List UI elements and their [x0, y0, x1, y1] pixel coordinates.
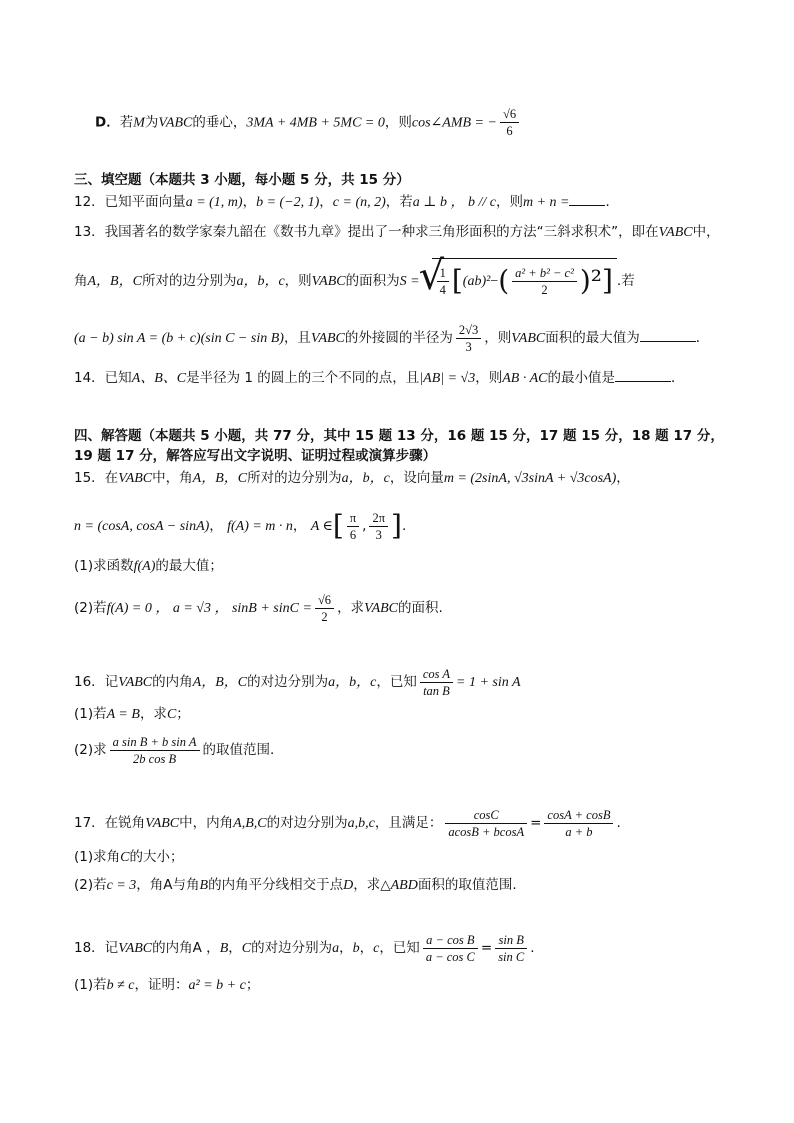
text: 17．在锐角	[74, 815, 146, 831]
angles: A,B,C	[233, 816, 267, 831]
condition: b ≠ c	[106, 978, 135, 993]
text: ，则	[284, 273, 312, 289]
fraction	[369, 510, 388, 543]
text: .若	[616, 273, 635, 289]
denominator: a + b	[565, 824, 593, 839]
text: ；	[176, 706, 190, 722]
angle-c: C	[120, 850, 130, 865]
question-16-line1	[74, 664, 754, 700]
triangle-name: VABC	[118, 471, 153, 486]
text: 15．在	[74, 470, 119, 486]
point-d: D	[343, 878, 354, 893]
question-15-line1: 15．在VABC中，角A，B，C所对的边分别为a，b，c，设向量m = (2sinA, √3sinA + √3cosA)，	[74, 470, 630, 486]
text: 18．记	[74, 940, 119, 956]
triangle-name: VABC	[310, 331, 345, 346]
sides: a，b，c	[341, 471, 390, 486]
triangle-name: VABC	[118, 941, 153, 956]
denominator: a − cos C	[425, 949, 475, 964]
condition: a ⊥ b ， b // c	[412, 195, 496, 210]
bracket: [	[332, 509, 344, 542]
sum-expression: m + n =	[522, 195, 570, 210]
text: ，且	[283, 330, 311, 346]
text: ，	[228, 940, 242, 956]
vector-equation: 3MA + 4MB + 5MC = 0	[246, 115, 385, 131]
numerator: cosA + cosB	[544, 807, 613, 824]
numerator: cosC	[445, 807, 527, 824]
ab-squared: (ab)²	[462, 274, 491, 289]
text: ，证明：	[134, 977, 189, 993]
denominator: 4	[439, 282, 446, 297]
text: 若	[119, 114, 134, 131]
text: 面积的最大值为	[545, 330, 640, 346]
triangle-name: VABC	[511, 331, 546, 346]
question-18-part1	[74, 975, 754, 996]
answer-blank[interactable]	[615, 368, 671, 382]
section-heading-solutions: 四、解答题（本题共 5 小题，共 77 分，其中 15 题 13 分，16 题 15 分，17 题 15 分，18 题 17 分，	[74, 428, 724, 444]
question-16-part1	[74, 704, 754, 725]
condition-equation: (a − b) sin A = (b + c)(sin C − sin B)	[74, 331, 284, 346]
text: ．	[695, 330, 710, 346]
triangle-name: VABC	[311, 274, 346, 289]
vector-b: b = (−2, 1)	[256, 195, 320, 210]
side-a: a	[332, 941, 340, 956]
text: 的大小；	[129, 849, 184, 865]
text: 的垂心，	[192, 114, 247, 131]
text: 所对的边分别为	[247, 470, 342, 486]
text: 为	[144, 114, 159, 131]
text: 的最小值是	[547, 370, 615, 386]
numerator: √6	[500, 106, 519, 123]
question-13-line2	[74, 258, 754, 298]
numerator: a − cos B	[423, 932, 478, 949]
triangle-name: VABC	[658, 225, 693, 240]
text: 的外接圆的半径为	[344, 330, 453, 346]
triangle-name: VABC	[118, 675, 153, 690]
text: 中，	[692, 224, 720, 240]
question-16-part2	[74, 732, 754, 768]
fraction	[315, 592, 334, 625]
question-13-line1	[74, 222, 754, 243]
text: 角	[74, 273, 88, 289]
denominator: 3	[375, 527, 382, 542]
text: 16．记	[74, 674, 119, 690]
text: ，则	[484, 330, 512, 346]
text: ，且满足：	[374, 815, 443, 831]
text: (2)求	[74, 742, 107, 758]
text: 13．我国著名的数学家秦九韶在《数书九章》提出了一种求三角形面积的方法“三斜求积术”，即在	[74, 224, 659, 240]
fraction	[495, 932, 527, 965]
function-def: f(A) = m · n	[227, 519, 293, 534]
rhs: = 1 + sin A	[456, 675, 521, 690]
fraction	[420, 666, 453, 699]
triangle-name: VABC	[145, 816, 180, 831]
sides: a，b，c	[236, 274, 285, 289]
text: (1)若	[74, 977, 107, 993]
fraction-inner	[512, 265, 577, 298]
question-14	[74, 368, 754, 389]
math-m: M	[133, 115, 145, 131]
text: 的取值范围.	[202, 742, 275, 758]
text: ，角A与角	[136, 877, 200, 893]
paren: (	[498, 264, 510, 297]
text: 的面积.	[398, 600, 443, 616]
text: 是半径为 1 的圆上的三个不同的点，且	[186, 370, 420, 386]
side-c: c	[373, 941, 380, 956]
abs-expression: |AB| = √3	[419, 371, 476, 386]
text: (2)若	[74, 600, 107, 616]
numerator: √6	[315, 592, 334, 609]
denominator: sin C	[498, 949, 525, 964]
numerator: 2√3	[456, 322, 481, 339]
text: 的内角	[152, 674, 193, 690]
angle-b: B	[219, 941, 229, 956]
question-17-part2	[74, 875, 754, 896]
text: ，已知	[376, 674, 417, 690]
numerator: √ 1	[437, 265, 449, 282]
denominator: 6	[349, 527, 357, 542]
text: (1)若	[74, 706, 107, 722]
question-12: 12．已知平面向量a = (1, m)，b = (−2, 1)，c = (n, 2)，若a ⊥ b ， b // c，则m + n = ．	[74, 194, 619, 210]
text: ；	[245, 977, 260, 993]
text: 的对边分别为	[266, 815, 348, 831]
numerator: a sin B + b sin A	[110, 734, 200, 751]
question-15-part1	[74, 556, 754, 577]
vector-m: m = (2sinA, √3sinA + √3cosA)	[443, 471, 617, 486]
paren: )²	[579, 264, 602, 297]
denominator: 2b cos B	[133, 751, 177, 766]
question-13-line3	[74, 320, 754, 356]
text: 面积的取值范围.	[417, 877, 517, 893]
angles: A，B，C	[192, 675, 248, 690]
angle-c: C	[241, 941, 252, 956]
text: 所对的边分别为	[141, 273, 237, 289]
question-17-part1	[74, 847, 754, 868]
text: ，求	[337, 600, 365, 616]
denominator: 6	[506, 124, 513, 138]
angle-c: C	[166, 707, 177, 722]
result: a² = b + c	[188, 978, 246, 993]
numerator: sin B	[495, 932, 527, 949]
text: 的对边分别为	[247, 674, 329, 690]
side-b: b	[352, 941, 360, 956]
cos-expression: cos∠AMB = −	[411, 115, 497, 131]
angles: A，B，C	[87, 274, 142, 289]
sides: a，b，c	[328, 675, 377, 690]
question-15-line2: n = (cosA, cosA − sinA)， f(A) = m · n， A ∈[ $\frac{\pi}{6}$ , $\frac{2\pi}{3}$ ].	[74, 509, 407, 542]
question-15-part2	[74, 590, 754, 626]
fraction	[347, 510, 359, 543]
denominator: tan B	[423, 683, 450, 698]
text: 的对边分别为	[251, 940, 333, 956]
numerator: π	[347, 510, 359, 527]
text: ，求	[139, 706, 167, 722]
triangle-abd: ABD	[390, 878, 418, 893]
text: ．	[671, 370, 685, 386]
numerator: 2π	[369, 510, 388, 527]
triangle-name: VABC	[364, 601, 399, 616]
denominator: acosB + bcosA	[448, 824, 525, 839]
denominator: 2	[321, 609, 328, 624]
text: ，设向量	[389, 470, 444, 486]
fraction	[445, 807, 527, 840]
sides: a,b,c	[347, 816, 375, 831]
vector-c: c = (n, 2)	[332, 195, 386, 210]
denominator: 3	[465, 339, 472, 354]
fraction	[110, 734, 200, 767]
text: ，若	[385, 194, 413, 210]
dot-product: AB · AC	[502, 371, 548, 386]
text: ，求△	[353, 877, 391, 893]
text: ，则	[495, 194, 523, 210]
denominator: 2	[541, 282, 548, 297]
fraction	[544, 807, 613, 840]
bracket: [	[451, 264, 463, 297]
conditions: f(A) = 0 ， a = √3 ， sinB + sinC =	[106, 601, 312, 616]
function: f(A)	[133, 559, 156, 574]
answer-blank[interactable]	[640, 328, 696, 342]
text: 的内角A ，	[152, 940, 220, 956]
text: 中，角	[152, 470, 193, 486]
text: 的最大值；	[155, 558, 223, 574]
triangle-name: VABC	[158, 115, 193, 131]
text: ，则	[475, 370, 503, 386]
text: (2)若	[74, 877, 107, 893]
vector-a: a = (1, m)	[185, 195, 243, 210]
numerator: cos A	[420, 666, 453, 683]
fraction-quarter	[437, 265, 449, 298]
numerator: a² + b² − c²	[512, 265, 577, 282]
text: 的内角平分线相交于点	[208, 877, 344, 893]
section-heading-fill-in: 三、填空题（本题共 3 小题，每小题 5 分，共 15 分）	[74, 172, 410, 188]
domain: A ∈	[310, 519, 333, 534]
text: 14．已知	[74, 370, 132, 386]
bracket: ]	[601, 264, 613, 297]
vector-n: n = (cosA, cosA − sinA)	[74, 519, 210, 534]
question-17-line1: 17．在锐角VABC中，内角A,B,C的对边分别为a,b,c，且满足： $\frac{\cos C}{acosB + bcosA}$ = $\frac{\cos A + \cos B}{a + b}$ .	[74, 807, 621, 839]
angle-b: B	[199, 878, 209, 893]
text: (1)求角	[74, 849, 121, 865]
answer-blank[interactable]	[569, 192, 605, 206]
text: 中，内角	[179, 815, 234, 831]
condition: A = B	[106, 707, 140, 722]
fraction	[423, 932, 478, 965]
question-18-line1: 18．记VABC的内角A ，B，C的对边分别为a，b，c，已知 $\frac{\text{a − cos B}}{\text{a − cos C}}$ = $\frac{\text{sin B}}{\text{sin C}}$ .	[74, 932, 535, 964]
fraction-radius	[456, 322, 481, 355]
section-heading-solutions-cont: 19 题 17 分，解答应写出文字说明、证明过程或演算步骤）	[74, 448, 437, 464]
sqrt-expression	[432, 258, 617, 304]
text: ，则	[384, 114, 412, 131]
area-symbol: S =	[399, 274, 420, 289]
text: ．	[605, 194, 619, 210]
text: (1)求函数	[74, 558, 134, 574]
bracket: ]	[391, 509, 402, 542]
points: A、B、C	[131, 371, 187, 386]
text: ，已知	[379, 940, 420, 956]
condition: c = 3	[106, 878, 137, 893]
fraction	[500, 106, 519, 139]
option-d	[95, 106, 754, 139]
text: 的面积为	[345, 273, 400, 289]
text: 12．已知平面向量	[74, 194, 186, 210]
angles: A，B，C	[192, 471, 248, 486]
minus: −	[490, 274, 499, 289]
option-label: D．	[95, 114, 120, 131]
